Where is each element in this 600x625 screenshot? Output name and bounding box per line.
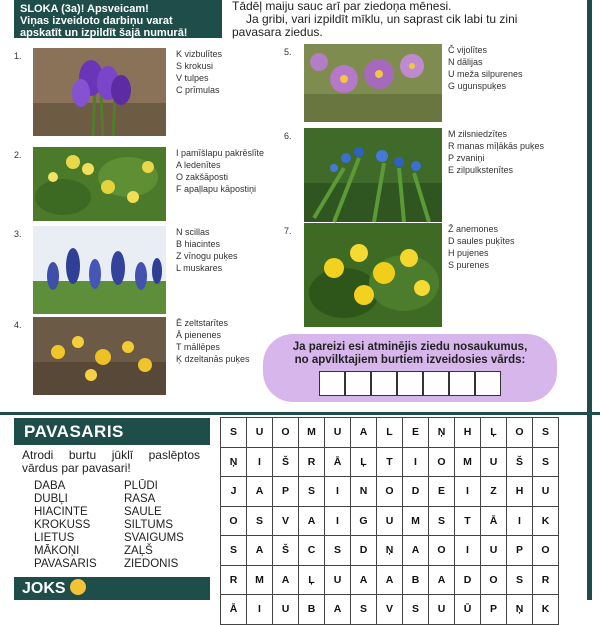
word-search-cell[interactable]: I: [507, 507, 533, 537]
word-search-cell[interactable]: E: [403, 418, 429, 448]
word-search-cell[interactable]: Ņ: [429, 418, 455, 448]
pasqueflower-photo: [304, 44, 442, 122]
word-search-cell[interactable]: O: [377, 477, 403, 507]
header-banner: [14, 0, 222, 38]
word-search-cell[interactable]: S: [403, 595, 429, 625]
answer-boxes: [263, 371, 557, 396]
quiz-option: D saules puķītes: [448, 236, 515, 246]
word-search-cell[interactable]: S: [351, 595, 377, 625]
right-border: [587, 0, 592, 600]
word-search-cell[interactable]: S: [247, 507, 273, 537]
word-search-cell[interactable]: S: [507, 566, 533, 596]
word-search-cell[interactable]: K: [533, 595, 559, 625]
word-search-cell[interactable]: M: [247, 566, 273, 596]
quiz-options: [176, 48, 222, 96]
word-search-cell[interactable]: A: [351, 566, 377, 596]
answer-line: Ja pareizi esi atminējis ziedu nosaukumus,: [292, 341, 528, 353]
crocus-photo: [33, 48, 166, 136]
word-search-cell[interactable]: Š: [273, 536, 299, 566]
word-list-item: SILTUMS: [124, 519, 173, 531]
word-search-cell[interactable]: Ļ: [351, 448, 377, 478]
word-search-cell[interactable]: V: [273, 507, 299, 537]
word-search-cell[interactable]: O: [507, 418, 533, 448]
word-search-cell[interactable]: M: [455, 448, 481, 478]
quiz-option: B hiacintes: [176, 239, 221, 249]
answer-panel: [263, 334, 557, 402]
word-search-cell[interactable]: L: [377, 418, 403, 448]
word-search-cell[interactable]: Ā: [325, 448, 351, 478]
word-search-cell[interactable]: I: [247, 448, 273, 478]
word-search-cell[interactable]: A: [273, 566, 299, 596]
word-search-cell[interactable]: I: [455, 536, 481, 566]
word-search-cell[interactable]: S: [533, 448, 559, 478]
word-list-item: DABA: [34, 480, 66, 492]
quiz-option: G ugunspuķes: [448, 81, 507, 91]
word-search-cell[interactable]: V: [377, 595, 403, 625]
answer-letter-box[interactable]: [475, 371, 501, 396]
word-search-cell[interactable]: U: [481, 536, 507, 566]
word-search-cell[interactable]: S: [299, 477, 325, 507]
word-search-cell[interactable]: Ā: [481, 507, 507, 537]
quiz-option: P zvaniņi: [448, 153, 485, 163]
word-search-cell[interactable]: S: [221, 536, 247, 566]
quiz-option: F apaļlapu kāpostiņi: [176, 184, 257, 194]
word-search-cell[interactable]: E: [429, 477, 455, 507]
marsh-marigold-photo: [304, 223, 442, 327]
word-list-left: [34, 480, 97, 571]
word-search-cell[interactable]: D: [351, 536, 377, 566]
word-search-cell[interactable]: A: [247, 536, 273, 566]
word-search-cell[interactable]: I: [455, 477, 481, 507]
answer-letter-box[interactable]: [449, 371, 475, 396]
word-search-cell[interactable]: Ļ: [481, 418, 507, 448]
word-search-cell[interactable]: J: [221, 477, 247, 507]
quiz-number: 7.: [284, 226, 292, 236]
quiz-option: Ķ dzeltanās puķes: [176, 354, 250, 364]
pavasaris-description: Atrodi burtu jūklī paslēptos vārdus par pavasari!: [22, 448, 200, 475]
word-search-cell[interactable]: A: [377, 566, 403, 596]
intro-text: [232, 0, 562, 39]
word-search-cell[interactable]: I: [325, 507, 351, 537]
word-search-grid: [220, 417, 559, 625]
quiz-options: [176, 317, 250, 365]
word-search-cell[interactable]: H: [455, 418, 481, 448]
joks-heading: [14, 577, 210, 600]
word-search-cell[interactable]: U: [247, 418, 273, 448]
quiz-options: [176, 226, 238, 274]
quiz-option: H pujenes: [448, 248, 489, 258]
answer-letter-box[interactable]: [345, 371, 371, 396]
word-search-cell[interactable]: B: [403, 566, 429, 596]
word-search-cell[interactable]: O: [221, 507, 247, 537]
quiz-option: Ž anemones: [448, 224, 499, 234]
word-search-cell[interactable]: U: [481, 448, 507, 478]
answer-letter-box[interactable]: [423, 371, 449, 396]
word-list-item: MĀKOŅI: [34, 545, 80, 557]
word-search-cell[interactable]: M: [299, 418, 325, 448]
word-list-item: KROKUSS: [34, 519, 91, 531]
answer-letter-box[interactable]: [371, 371, 397, 396]
quiz-number: 4.: [14, 320, 22, 330]
word-list-item: PLŪDI: [124, 480, 158, 492]
word-search-cell[interactable]: Š: [273, 448, 299, 478]
quiz-option: R manas mīļākās puķes: [448, 141, 545, 151]
word-search-cell[interactable]: Ā: [221, 595, 247, 625]
word-list-item: LIETUS: [34, 532, 75, 544]
word-list-item: PAVASARIS: [34, 558, 97, 570]
word-search-cell[interactable]: R: [533, 566, 559, 596]
word-search-cell[interactable]: A: [403, 536, 429, 566]
pavasaris-heading: PAVASARIS: [14, 418, 210, 445]
word-search-cell[interactable]: C: [299, 536, 325, 566]
quiz-option: V tulpes: [176, 73, 209, 83]
word-search-cell[interactable]: P: [507, 536, 533, 566]
word-search-cell[interactable]: I: [247, 595, 273, 625]
quiz-option: Ā pienenes: [176, 330, 222, 340]
quiz-option: T māllēpes: [176, 342, 220, 352]
yellow-flowers-photo: [33, 147, 166, 221]
word-list-item: SAULE: [124, 506, 162, 518]
header-line: apskatīt un izpildīt šajā numurā!: [20, 27, 188, 39]
quiz-option: O zakšāposti: [176, 172, 229, 182]
scilla-photo: [304, 128, 442, 222]
quiz-option: N dālijas: [448, 57, 483, 67]
word-search-cell[interactable]: Ņ: [507, 595, 533, 625]
word-search-cell[interactable]: H: [507, 477, 533, 507]
quiz-option: Ē zeltstarītes: [176, 318, 229, 328]
word-search-cell[interactable]: S: [221, 418, 247, 448]
word-search-cell[interactable]: P: [481, 595, 507, 625]
muscari-photo: [33, 226, 166, 314]
word-list-right: [124, 480, 184, 571]
word-search-cell[interactable]: O: [273, 418, 299, 448]
quiz-option: I pamīšlapu pakrēslīte: [176, 148, 265, 158]
quiz-option: U meža silpurenes: [448, 69, 523, 79]
quiz-option: L muskares: [176, 263, 223, 273]
quiz-number: 6.: [284, 131, 292, 141]
word-search-cell[interactable]: S: [533, 418, 559, 448]
section-divider: [0, 412, 600, 415]
word-search-cell[interactable]: A: [325, 595, 351, 625]
quiz-option: K vizbulītes: [176, 49, 223, 59]
word-search-cell[interactable]: U: [377, 507, 403, 537]
quiz-option: S krokusi: [176, 61, 214, 71]
quiz-option: N scillas: [176, 227, 210, 237]
word-list-item: HIACINTE: [34, 506, 88, 518]
quiz-number: 1.: [14, 51, 22, 61]
quiz-option: A ledenītes: [176, 160, 221, 170]
word-list-item: DUBĻI: [34, 493, 68, 505]
quiz-option: S purenes: [448, 260, 490, 270]
header-line: SLOKA (3a)! Apsveicam!: [20, 3, 149, 15]
quiz-options: [448, 44, 523, 92]
intro-line: Ja gribi, vari izpildīt mīklu, un saprast cik labi tu zini pavasara ziedus.: [232, 12, 518, 39]
word-search-cell[interactable]: S: [325, 536, 351, 566]
word-search-cell[interactable]: Š: [507, 448, 533, 478]
laughing-face-icon: [70, 579, 86, 595]
word-search-cell[interactable]: T: [455, 507, 481, 537]
quiz-option: M zilsniedzītes: [448, 129, 508, 139]
word-search-cell[interactable]: U: [325, 418, 351, 448]
answer-letter-box[interactable]: [319, 371, 345, 396]
quiz-number: 3.: [14, 229, 22, 239]
word-search-cell[interactable]: Z: [481, 477, 507, 507]
joks-title: JOKS: [22, 580, 66, 597]
word-search-cell[interactable]: B: [299, 595, 325, 625]
word-search-cell[interactable]: I: [403, 448, 429, 478]
word-list-item: ZIEDONIS: [124, 558, 179, 570]
quiz-options: [448, 223, 515, 271]
quiz-number: 2.: [14, 150, 22, 160]
word-search-cell[interactable]: D: [403, 477, 429, 507]
word-search-cell[interactable]: P: [273, 477, 299, 507]
word-search-cell[interactable]: A: [429, 566, 455, 596]
word-search-cell[interactable]: I: [325, 477, 351, 507]
quiz-number: 5.: [284, 47, 292, 57]
quiz-option: Z vīnogu puķes: [176, 251, 238, 261]
word-search-cell[interactable]: U: [533, 477, 559, 507]
word-search-cell[interactable]: M: [403, 507, 429, 537]
quiz-options: [176, 147, 264, 195]
quiz-option: Č vijolītes: [448, 45, 488, 55]
word-search-cell[interactable]: U: [273, 595, 299, 625]
word-search-cell[interactable]: O: [533, 536, 559, 566]
word-search-cell[interactable]: G: [351, 507, 377, 537]
word-search-cell[interactable]: K: [533, 507, 559, 537]
word-search-cell[interactable]: Ņ: [377, 536, 403, 566]
word-search-cell[interactable]: Ū: [455, 595, 481, 625]
answer-line: no apvilktajiem burtiem izveidosies vārds:: [294, 354, 526, 366]
intro-line: Tādēļ maiju sauc arī par ziedoņa mēnesi.: [232, 0, 452, 13]
answer-instructions: [263, 341, 557, 367]
word-list-item: SVAIGUMS: [124, 532, 184, 544]
word-search-cell[interactable]: R: [221, 566, 247, 596]
word-search-cell[interactable]: O: [429, 536, 455, 566]
word-search-cell[interactable]: A: [351, 418, 377, 448]
word-search-cell[interactable]: Ņ: [221, 448, 247, 478]
word-search-cell[interactable]: S: [429, 507, 455, 537]
header-line: Viņas izveidoto darbiņu varat: [20, 15, 173, 27]
word-search-cell[interactable]: O: [429, 448, 455, 478]
word-search-cell[interactable]: U: [429, 595, 455, 625]
word-search-cell[interactable]: R: [299, 448, 325, 478]
quiz-options: [448, 128, 544, 176]
word-list-item: ZAĻŠ: [124, 545, 153, 557]
coltsfoot-photo: [33, 317, 166, 395]
word-search-cell[interactable]: T: [377, 448, 403, 478]
quiz-option: C prīmulas: [176, 85, 220, 95]
word-search-cell[interactable]: D: [455, 566, 481, 596]
answer-letter-box[interactable]: [397, 371, 423, 396]
word-search-cell[interactable]: O: [481, 566, 507, 596]
word-list-item: RASA: [124, 493, 156, 505]
word-search-cell[interactable]: Ļ: [299, 566, 325, 596]
word-search-cell[interactable]: U: [325, 566, 351, 596]
word-search-cell[interactable]: A: [247, 477, 273, 507]
quiz-option: E zilpulkstenītes: [448, 165, 514, 175]
word-search-cell[interactable]: A: [299, 507, 325, 537]
word-search-cell[interactable]: N: [351, 477, 377, 507]
